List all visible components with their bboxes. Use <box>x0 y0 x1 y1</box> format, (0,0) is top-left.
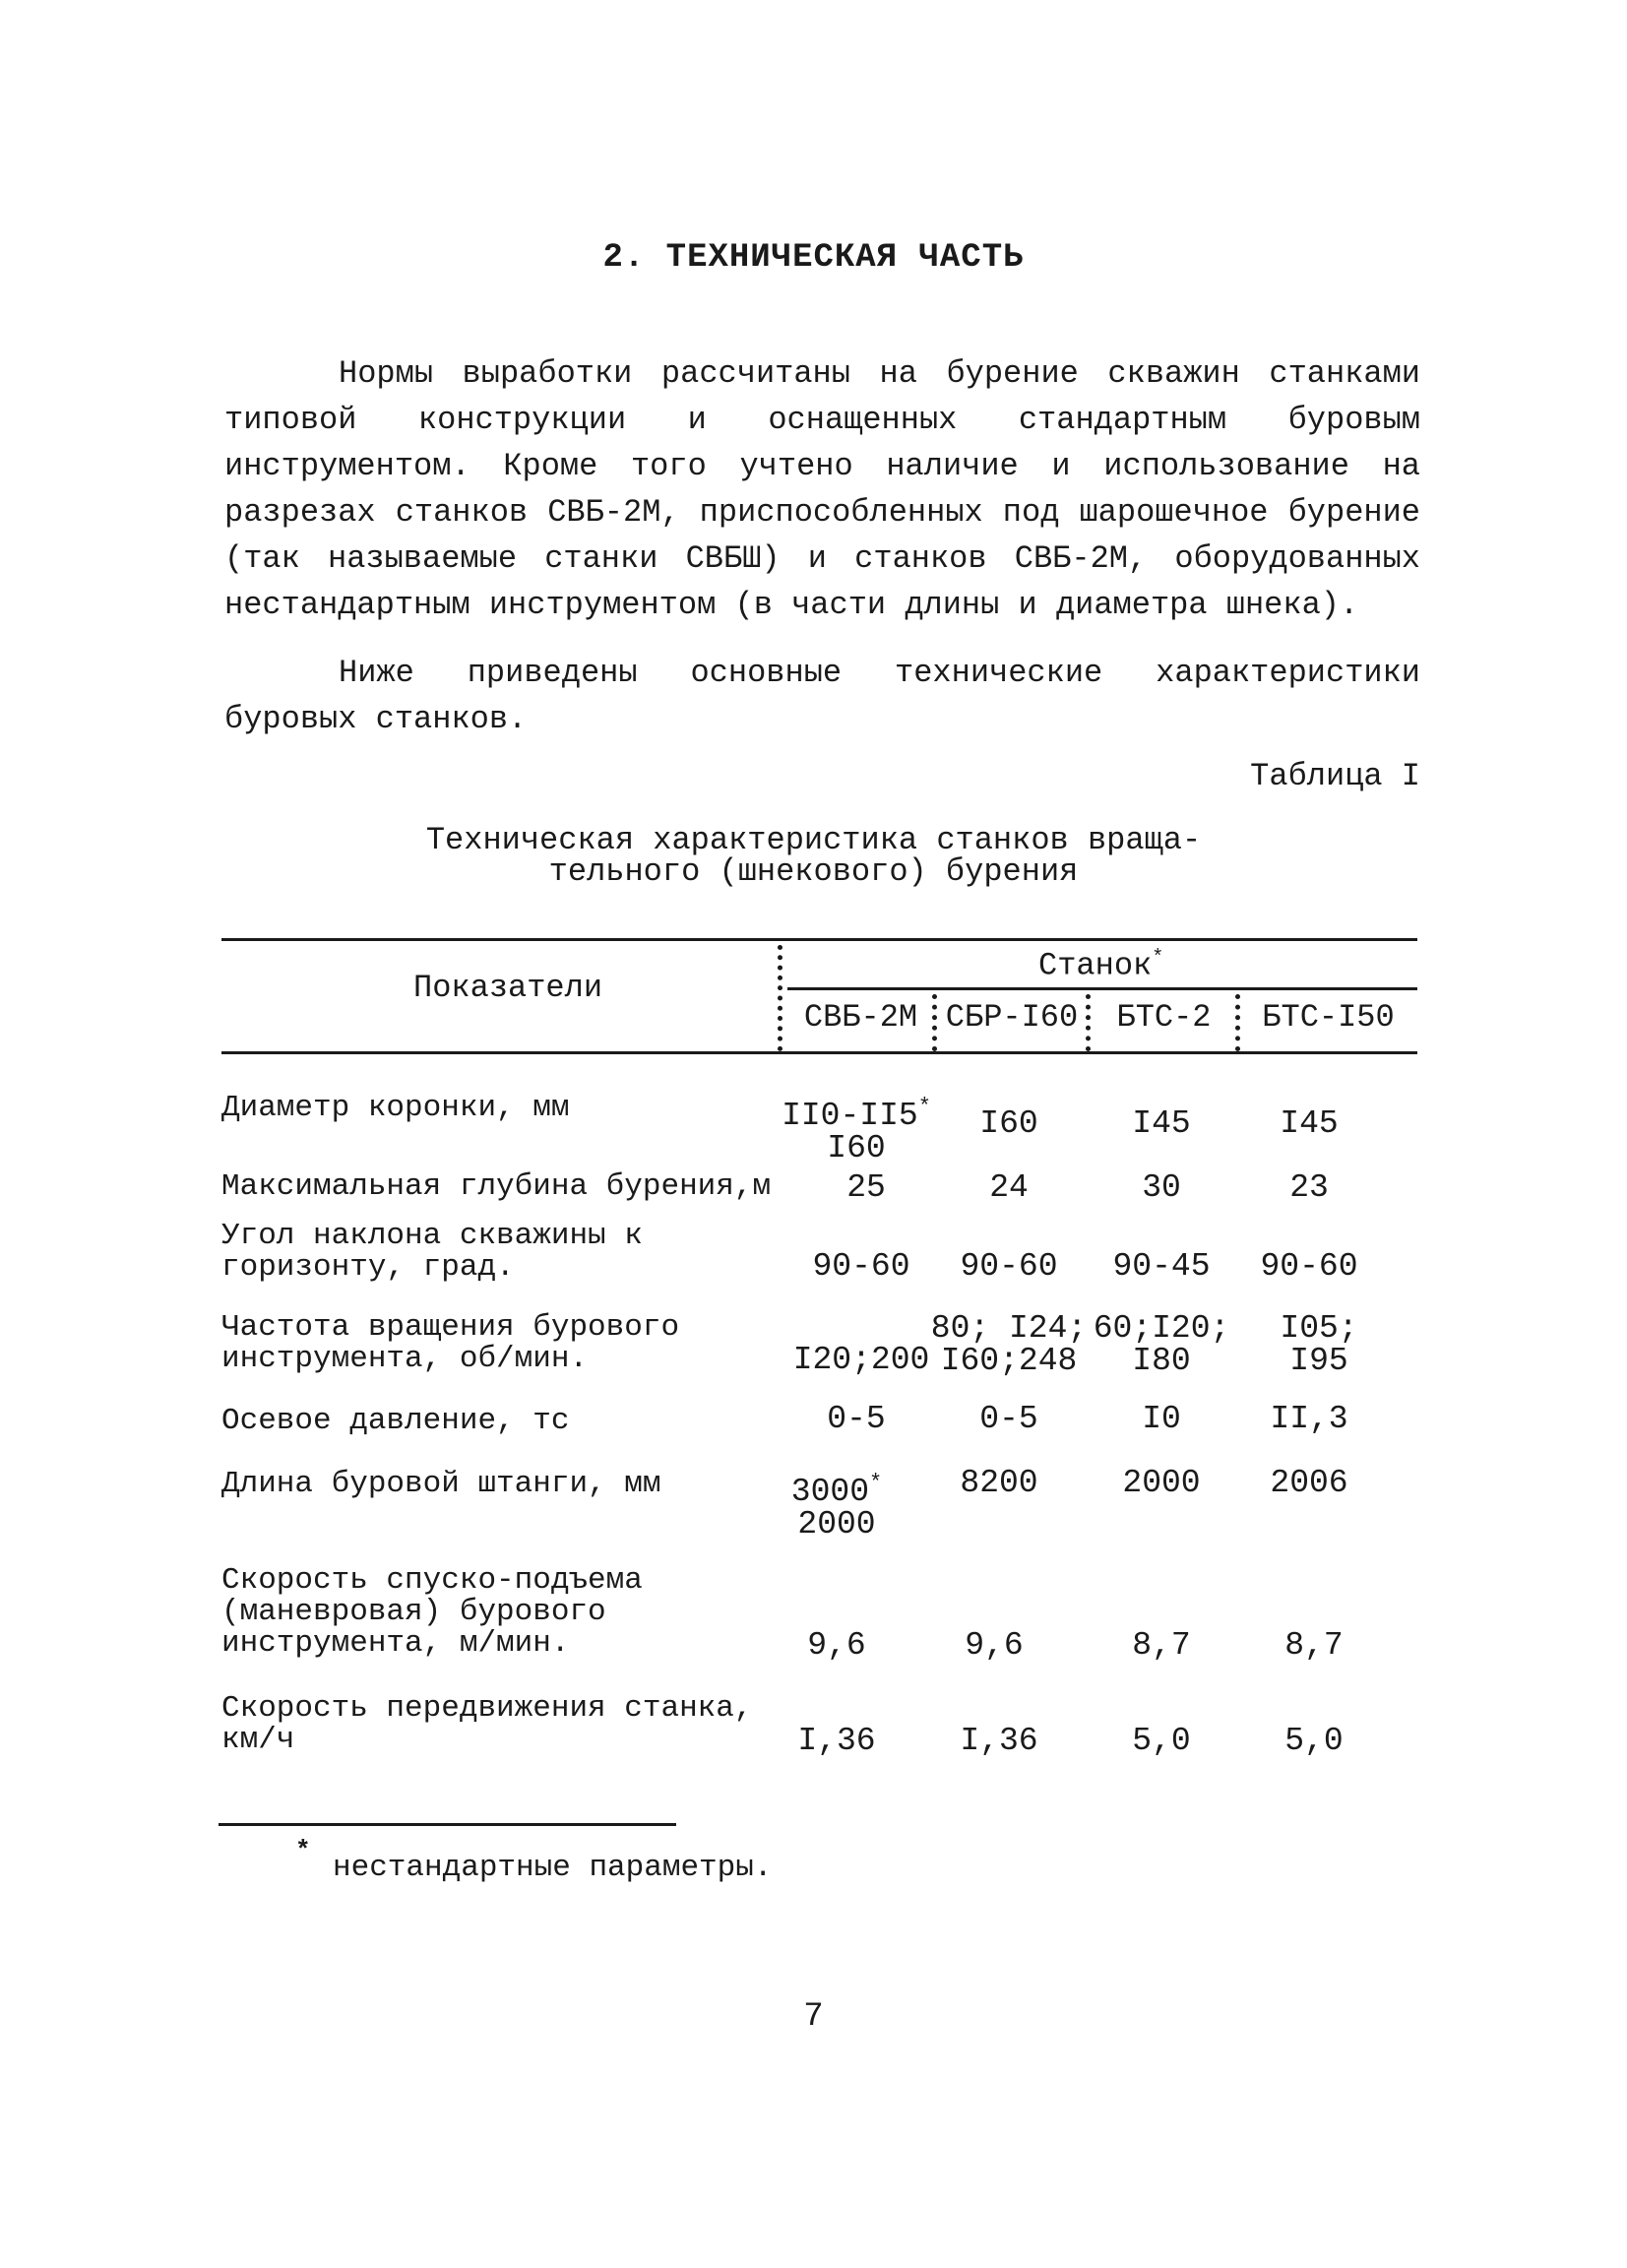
cell-axial-pressure-bts2: I0 <box>1142 1401 1181 1437</box>
cell-trip-speed-svb2m: 9,6 <box>807 1627 866 1664</box>
cell-rotation-speed-sbr160 <box>930 1312 1088 1377</box>
row-label-axial-pressure: Осевое давление, тс <box>221 1404 570 1438</box>
row-label-rod-length: Длина буровой штанги, мм <box>221 1467 661 1501</box>
cell-line-2: 2000 <box>797 1506 876 1543</box>
header-col-sbr160: СБР-I60 <box>945 999 1079 1036</box>
footnote-text: нестандартные параметры. <box>333 1851 773 1885</box>
row-label-max-depth: Максимальная глубина бурения,м <box>221 1169 772 1204</box>
header-group-title <box>1038 947 1163 984</box>
cell-rod-length-bts150: 2006 <box>1270 1465 1348 1501</box>
cell-line-1: 60;I20; <box>1093 1310 1230 1347</box>
table-title <box>0 822 1627 890</box>
cell-rotation-speed-svb2m: I20;200 <box>792 1342 930 1378</box>
row-label-inclination: Угол наклона скважины к горизонту, град. <box>221 1219 643 1285</box>
header-group-text: Станок <box>1038 947 1153 984</box>
cell-rotation-speed-bts150 <box>1240 1312 1398 1377</box>
header-group-mark: * <box>1152 947 1164 970</box>
table-label: Таблица I <box>1250 758 1420 794</box>
cell-inclination-svb2m: 90-60 <box>812 1248 910 1285</box>
cell-max-depth-sbr160: 24 <box>989 1169 1029 1206</box>
row-label-rotation-speed: Частота вращения бурового инструмента, об/мин. <box>221 1310 680 1376</box>
cell-travel-speed-sbr160: I,36 <box>960 1723 1038 1759</box>
cell-trip-speed-bts2: 8,7 <box>1132 1627 1191 1664</box>
footnote-rule <box>219 1823 676 1826</box>
header-separator-4 <box>1235 994 1240 1051</box>
cell-trip-speed-sbr160: 9,6 <box>965 1627 1024 1664</box>
cell-line-2: I95 <box>1289 1343 1348 1379</box>
cell-line-1: I05; <box>1280 1310 1358 1347</box>
cell-travel-speed-bts2: 5,0 <box>1132 1723 1191 1759</box>
nonstandard-mark: * <box>917 1095 931 1119</box>
cell-rotation-speed-bts2 <box>1083 1312 1240 1377</box>
cell-axial-pressure-bts150: II,3 <box>1270 1401 1348 1437</box>
footnote-mark: * <box>295 1836 311 1865</box>
cell-travel-speed-bts150: 5,0 <box>1284 1723 1344 1759</box>
header-indicators: Показатели <box>413 970 603 1006</box>
cell-line-1: 3000 <box>790 1474 869 1510</box>
summary-paragraph <box>224 650 1420 742</box>
header-bottom-rule <box>221 1051 1417 1054</box>
cell-max-depth-bts150: 23 <box>1289 1169 1329 1206</box>
cell-crown-diameter-svb2m <box>778 1091 935 1165</box>
cell-line-1: 80; I24; <box>930 1310 1088 1347</box>
cell-trip-speed-bts150: 8,7 <box>1284 1627 1344 1664</box>
nonstandard-mark: * <box>869 1471 883 1495</box>
cell-axial-pressure-svb2m: 0-5 <box>827 1401 886 1437</box>
row-label-crown-diameter: Диаметр коронки, мм <box>221 1091 570 1125</box>
cell-max-depth-svb2m: 25 <box>846 1169 886 1206</box>
header-col-bts150: БТС-I50 <box>1262 999 1395 1036</box>
cell-line-2: I60;248 <box>940 1343 1078 1379</box>
intro-paragraph <box>224 350 1420 628</box>
header-col-svb2m: СВБ-2М <box>803 999 918 1036</box>
cell-line-2: I80 <box>1132 1343 1191 1379</box>
header-group-rule <box>787 987 1417 990</box>
row-label-trip-speed: Скорость спуско-подъема (маневровая) бурового инструмента, м/мин. <box>221 1563 643 1661</box>
cell-inclination-bts2: 90-45 <box>1112 1248 1211 1285</box>
header-separator-1 <box>778 945 782 1051</box>
cell-rod-length-sbr160: 8200 <box>960 1465 1038 1501</box>
header-separator-3 <box>1086 994 1091 1051</box>
cell-rod-length-bts2: 2000 <box>1122 1465 1201 1501</box>
cell-inclination-sbr160: 90-60 <box>960 1248 1058 1285</box>
cell-crown-diameter-sbr160: I60 <box>979 1105 1038 1142</box>
header-col-bts2: БТС-2 <box>1116 999 1212 1036</box>
cell-rod-length-svb2m <box>758 1467 915 1541</box>
intro-paragraph-text: Нормы выработки рассчитаны на бурение скважин станками типовой конструкции и оснащенных стандартным буровым инструментом. Кроме того учтено наличие и использование на разрезах станков СВБ-2М, приспособленных под шарошечное бурение (так называемые станки СВБШ) и станков СВБ-2М, оборудованных нестандартным инструментом (в части длины и диаметра шнека). <box>224 355 1420 623</box>
cell-max-depth-bts2: 30 <box>1142 1169 1181 1206</box>
table-title-line-2: тельного (шнекового) бурения <box>548 853 1079 890</box>
cell-axial-pressure-sbr160: 0-5 <box>979 1401 1038 1437</box>
page-number: 7 <box>803 1998 824 2036</box>
summary-paragraph-text: Ниже приведены основные технические характеристики буровых станков. <box>224 655 1420 737</box>
cell-inclination-bts150: 90-60 <box>1260 1248 1358 1285</box>
table-top-rule <box>221 938 1417 941</box>
table-title-line-1: Техническая характеристика станков враща- <box>425 822 1202 858</box>
cell-line-2: I60 <box>827 1130 886 1166</box>
cell-crown-diameter-bts2: I45 <box>1132 1105 1191 1142</box>
header-separator-2 <box>932 994 937 1051</box>
cell-travel-speed-svb2m: I,36 <box>797 1723 876 1759</box>
cell-crown-diameter-bts150: I45 <box>1280 1105 1339 1142</box>
section-heading: 2. ТЕХНИЧЕСКАЯ ЧАСТЬ <box>602 239 1025 277</box>
row-label-travel-speed: Скорость передвижения станка, км/ч <box>221 1691 753 1757</box>
cell-line-1: II0-II5 <box>782 1098 918 1134</box>
